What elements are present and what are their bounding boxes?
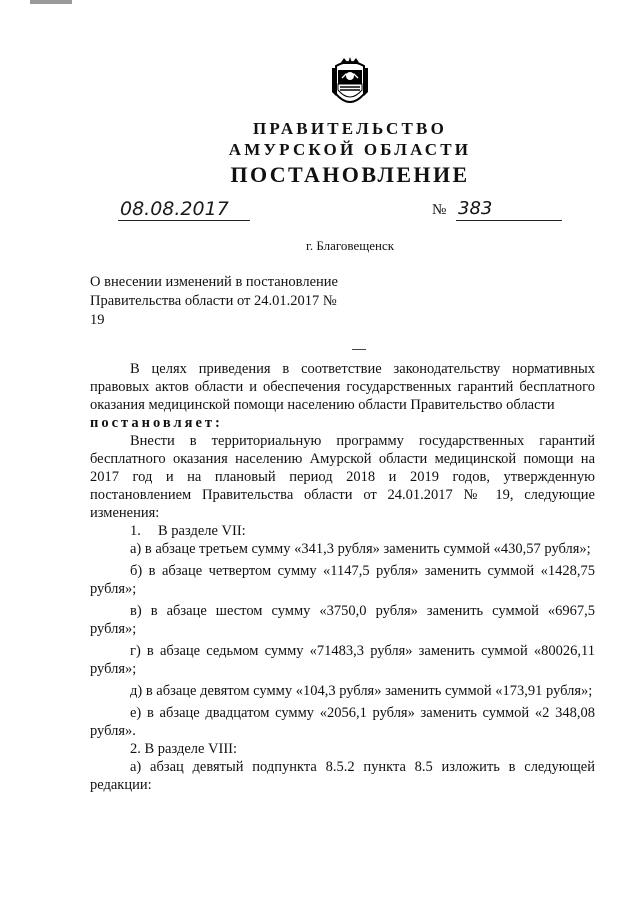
amur-coat-of-arms-icon (326, 56, 374, 112)
city-line: г. Благовещенск (305, 238, 395, 253)
document-type-title: ПОСТАНОВЛЕНИЕ (230, 162, 470, 187)
number-label: № (432, 202, 447, 218)
scan-artifact (30, 0, 72, 4)
amendment-item-b: б) в абзаце четвертом сумму «1147,5 рубля» заменить суммой «1428,75 рубля»; (90, 563, 595, 597)
margin-mark (352, 349, 366, 350)
section-1-title: В разделе VII: (158, 523, 246, 539)
section-1-heading (90, 522, 595, 540)
organization-name-line2: АМУРСКОЙ ОБЛАСТИ (228, 140, 472, 159)
organization-name-line1: ПРАВИТЕЛЬСТВО (253, 119, 447, 138)
document-body (90, 360, 595, 794)
amendment-item-d: д) в абзаце девятом сумму «104,3 рубля» заменить суммой «173,91 рубля»; (130, 683, 593, 699)
section-2-heading: 2. В разделе VIII: (130, 741, 238, 757)
section-1-number: 1. (130, 523, 141, 539)
preamble-paragraph: В целях приведения в соответствие законодательству нормативных правовых актов области и обеспечения государственных гарантий бесплатного оказания медицинской помощи населению области Правительство области (90, 361, 595, 413)
document-number: 383 (456, 198, 562, 221)
amendment-item-a: а) в абзаце третьем сумму «341,3 рубля» заменить суммой «430,57 рубля»; (130, 541, 591, 557)
resolves-word: постановляет: (90, 415, 223, 431)
amendment-item-e: е) в абзаце двадцатом сумму «2056,1 рубля» заменить суммой «2 348,08 рубля». (90, 705, 595, 739)
amendment-item-v: в) в абзаце шестом сумму «3750,0 рубля» заменить суммой «6967,5 рубля»; (90, 603, 595, 637)
document-subject: О внесении изменений в постановление Правительства области от 24.01.2017 № 19 (90, 274, 338, 328)
amendment-item-g: г) в абзаце седьмом сумму «71483,3 рубля» заменить суммой «80026,11 рубля»; (90, 643, 595, 677)
section-2-item-a: а) абзац девятый подпункта 8.5.2 пункта 8.5 изложить в следующей редакции: (90, 759, 595, 793)
document-date: 08.08.2017 (118, 198, 250, 221)
intro-paragraph: Внести в территориальную программу государственных гарантий бесплатного оказания населению Амурской области медицинской помощи на 2017 год и на плановый период 2018 и 2019 годов, утвержденную постановлением Правительства области от 24.01.2017 № 19, следующие изменения: (90, 433, 595, 521)
